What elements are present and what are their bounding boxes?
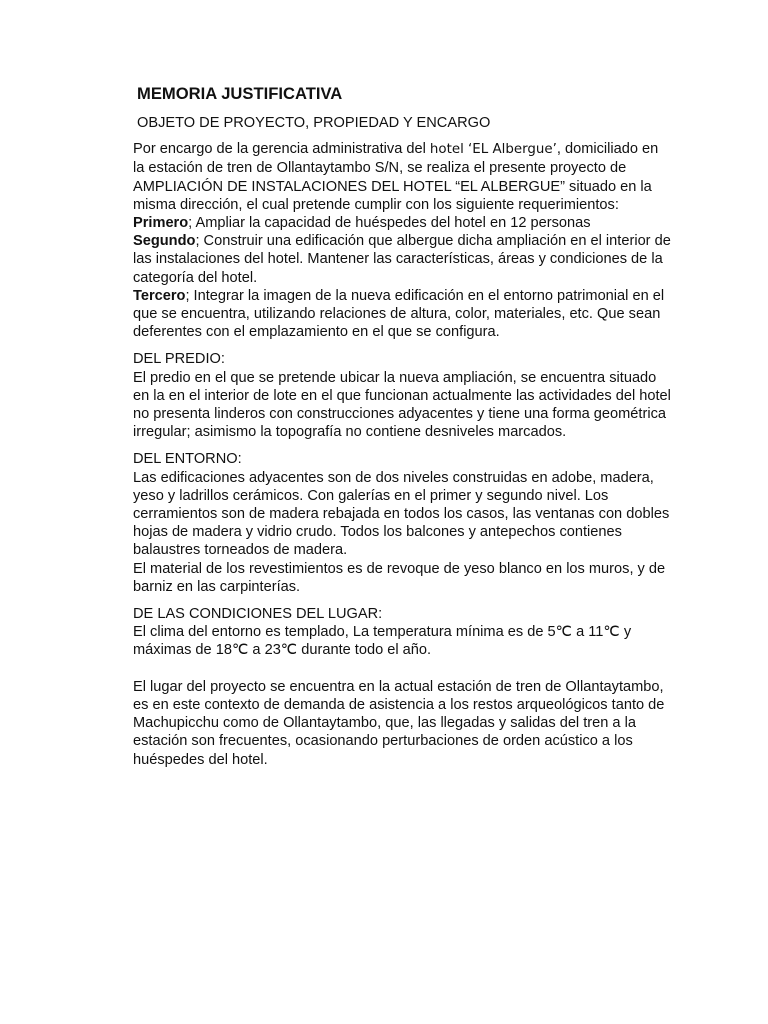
requirement-2-label: Segundo	[133, 233, 196, 250]
intro-paragraph	[133, 140, 673, 214]
document-body	[133, 84, 673, 769]
intro-text-a: Por encargo de la gerencia administrativa del	[133, 141, 430, 158]
requirement-2-text: ; Construir una edificación que albergue dicha ampliación en el interior de las instalaciones del hotel. Mantener las características, áreas y condiciones de la categoría del hotel.	[133, 233, 671, 286]
condiciones-heading: DE LAS CONDICIONES DEL LUGAR:	[133, 606, 383, 623]
requirement-1	[133, 214, 673, 232]
requirement-1-text: ; Ampliar la capacidad de huéspedes del hotel en 12 personas	[188, 215, 591, 232]
requirement-3-text: ; Integrar la imagen de la nueva edificación en el entorno patrimonial en el que se encuentra, utilizando relaciones de altura, color, materiales, etc. Que sean deferentes con el emplazamiento en el que se configura.	[133, 287, 665, 341]
predio-heading: DEL PREDIO:	[133, 351, 225, 368]
requirement-3	[133, 287, 673, 342]
entorno-paragraph-2: El material de los revestimientos es de revoque de yeso blanco en los muros, y de barniz en las carpinterías.	[133, 560, 666, 595]
section-subtitle: OBJETO DE PROYECTO, PROPIEDAD Y ENCARGO	[137, 115, 491, 131]
entorno-heading: DEL ENTORNO:	[133, 451, 242, 468]
intro-text-b: , domiciliado en la estación de tren de Ollantaytambo S/N, se realiza el presente proyecto de AMPLIACIÓN DE INSTALACIONES DEL HOTEL “EL ALBERGUE” situado en la misma dirección, el cual pretende cumplir con los siguiente requerimientos:	[133, 141, 659, 213]
requirement-3-label: Tercero	[133, 287, 186, 304]
entorno-paragraph-1: Las edificaciones adyacentes son de dos niveles construidas en adobe, madera, yeso y ladrillos cerámicos. Con galerías en el primer y segundo nivel. Los cerramientos son de madera rebajada en todos los casos, las ventanas con dobles hojas de madera y vidrio crudo. Todos los balcones y antepechos contienes balaustres torneados de madera.	[133, 469, 670, 559]
requirement-1-label: Primero	[133, 215, 189, 232]
condiciones-paragraph-1: El clima del entorno es templado, La temperatura mínima es de 5℃ a 11℃ y máximas de 18℃ a 23℃ durante todo el año.	[133, 624, 632, 659]
predio-paragraph: El predio en el que se pretende ubicar la nueva ampliación, se encuentra situado en la en el interior de lote en el que funcionan actualmente las actividades del hotel no presenta linderos con construcciones adyacentes y tiene una forma geométrica irregular; asimismo la topografía no contiene desniveles marcados.	[133, 369, 671, 441]
hotel-name: hotel ‘EL Albergue’	[429, 142, 557, 158]
condiciones-paragraph-2: El lugar del proyecto se encuentra en la actual estación de tren de Ollantaytambo, es en este contexto de demanda de asistencia a los restos arqueológicos tanto de Machupicchu como de Ollantaytambo, que, las llegadas y salidas del tren a la estación son frecuentes, ocasionando perturbaciones de orden acústico a los huéspedes del hotel.	[133, 678, 665, 768]
requirement-2	[133, 232, 673, 287]
document-title: MEMORIA JUSTIFICATIVA	[137, 84, 343, 103]
